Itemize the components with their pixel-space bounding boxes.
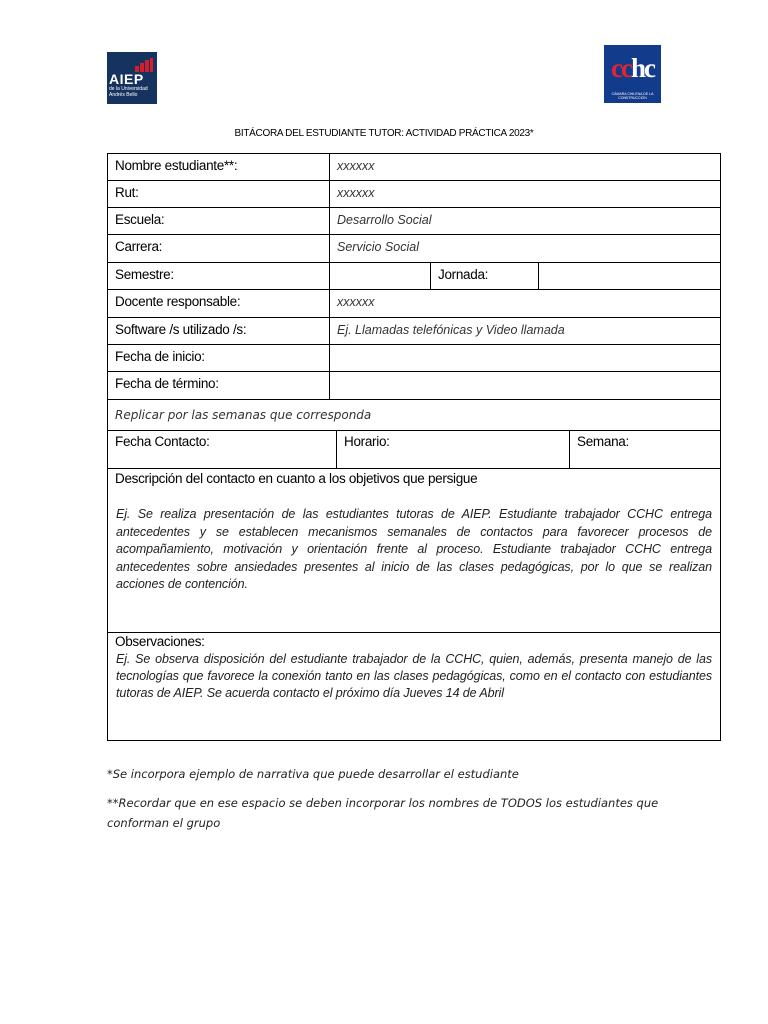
fecha-inicio-label: Fecha de inicio: (115, 349, 205, 364)
row-observaciones (108, 633, 720, 740)
row-replicar (108, 400, 720, 431)
descripcion-label: Descripción del contacto en cuanto a los objetivos que persigue (115, 471, 478, 486)
replicar-note: Replicar por las semanas que corresponda (115, 408, 372, 422)
jornada-label: Jornada: (430, 263, 538, 289)
bitacora-form-table (107, 153, 721, 741)
descripcion-text[interactable]: Ej. Se realiza presentación de las estudiantes tutoras de AIEP. Estudiante trabajador CCHC entrega antecedentes y se establecen mecanismos semanales de contactos para favorecer procesos de acompañamiento, motivación y orientación frente al proceso. Estudiante trabajador CCHC entrega antecedentes sobre ansiedades presentes al inicio de las clases pedagógicas, por lo que se realizan acciones de contención. (116, 507, 712, 591)
docente-field[interactable]: xxxxxx (329, 290, 720, 317)
aiep-bars-icon (135, 58, 153, 72)
document-title: BITÁCORA DEL ESTUDIANTE TUTOR: ACTIVIDAD PRÁCTICA 2023* (234, 128, 534, 139)
carrera-field[interactable]: Servicio Social (329, 235, 720, 262)
aiep-logo-subtitle: de la Universidad Andrés Bello (109, 86, 148, 98)
row-semestre-jornada (108, 263, 720, 290)
footnote-1: *Se incorpora ejemplo de narrativa que puede desarrollar el estudiante (107, 767, 519, 781)
software-label: Software /s utilizado /s: (115, 322, 247, 337)
cchc-logo-subtitle: CÁMARA CHILENA DE LA CONSTRUCCIÓN (611, 92, 654, 100)
nombre-label: Nombre estudiante**: (115, 158, 238, 173)
cchc-logo-text: cchc (611, 53, 654, 83)
fecha-termino-label: Fecha de término: (115, 376, 219, 391)
rut-label: Rut: (115, 185, 139, 200)
row-descripcion (108, 469, 720, 633)
aiep-logo-text: AIEP (109, 71, 144, 87)
docente-label: Docente responsable: (115, 294, 241, 309)
row-escuela (108, 208, 720, 235)
observaciones-label: Observaciones: (115, 634, 205, 649)
fecha-contacto-label: Fecha Contacto: (115, 434, 210, 449)
semestre-label: Semestre: (115, 267, 174, 282)
jornada-field[interactable] (538, 263, 720, 289)
semana-label: Semana: (569, 431, 720, 468)
horario-label: Horario: (336, 431, 569, 468)
row-nombre (108, 154, 720, 181)
rut-field[interactable]: xxxxxx (329, 181, 720, 207)
row-contacto (108, 431, 720, 469)
escuela-field[interactable]: Desarrollo Social (329, 208, 720, 234)
nombre-field[interactable]: xxxxxx (329, 154, 720, 180)
carrera-label: Carrera: (115, 239, 163, 254)
observaciones-text[interactable]: Ej. Se observa disposición del estudiante trabajador de la CCHC, quien, además, presenta manejo de las tecnologías que favorece la conexión tanto en las clases pedagógicas, como en el contacto con estudiantes tutoras de AIEP. Se acuerda contacto el próximo día Jueves 14 de Abril (116, 652, 712, 700)
row-software (108, 318, 720, 345)
escuela-label: Escuela: (115, 212, 165, 227)
row-fecha-inicio (108, 345, 720, 372)
fecha-termino-field[interactable] (329, 372, 720, 399)
software-field[interactable]: Ej. Llamadas telefónicas y Video llamada (329, 318, 720, 344)
aiep-logo (107, 52, 157, 104)
row-rut (108, 181, 720, 208)
row-fecha-termino (108, 372, 720, 400)
footnote-2: **Recordar que en ese espacio se deben incorporar los nombres de TODOS los estudiantes que conforman el grupo (107, 796, 659, 830)
cchc-logo (604, 45, 661, 103)
fecha-inicio-field[interactable] (329, 345, 720, 371)
row-docente (108, 290, 720, 318)
semestre-field[interactable] (329, 263, 430, 289)
row-carrera (108, 235, 720, 263)
